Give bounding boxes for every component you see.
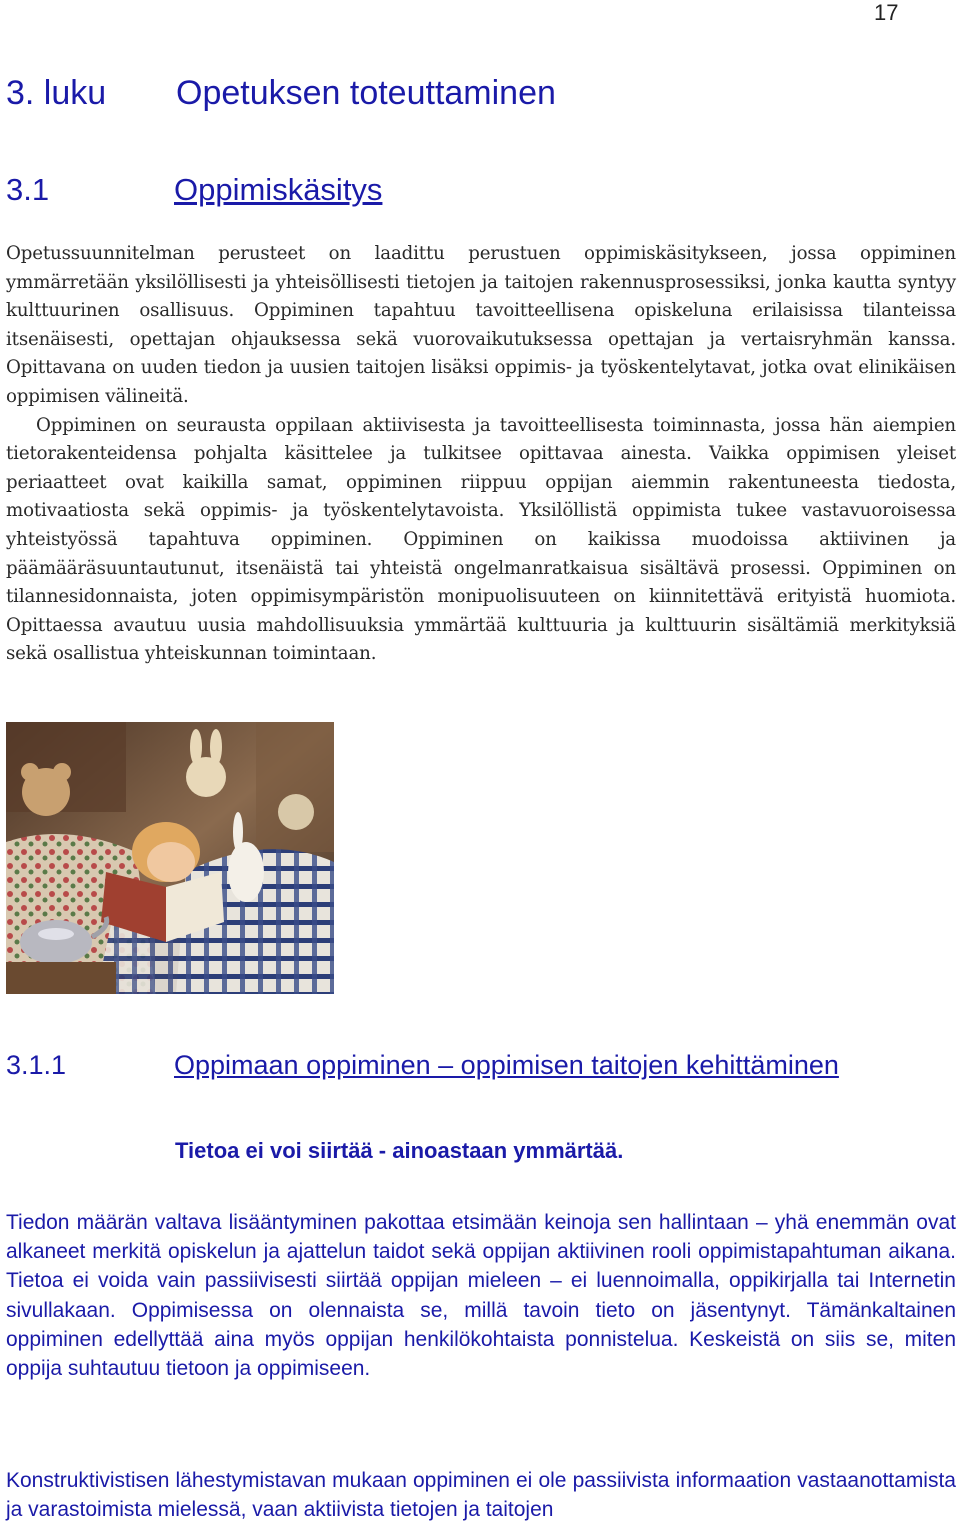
paragraph-4: Konstruktivistisen lähestymistavan mukaan oppiminen ei ole passiivista informaation vastaanottamista ja varastoimista mielessä, vaan aktiivista tietojen ja taitojen (6, 1469, 956, 1522)
paragraph-2: Oppiminen on seurausta oppilaan aktiivisesta ja tavoitteellisesta toiminnasta, jossa hän aiempien tietorakenteidensa pohjalta käsittelee ja tulkitsee opittavaa ainesta. Vaikka oppimisen yleiset periaatteet ovat kaikilla samat, oppiminen riippuu oppijan aiemmin rakentuneesta tiedosta, motivaatiosta sekä oppimis- ja työskentelytavoista. Yksilöllistä oppimista tukee vastavuoroisessa yhteistyössä tapahtuva oppiminen. Oppiminen on kaikissa muodoissa aktiivinen ja päämääräsuuntautunut, itsenäistä tai yhteistä ongelmanratkaisua sisältävä prosessi. Oppiminen on tilannesidonnaista, joten oppimisympäristön monipuolisuuteen on kiinnitettävä erityistä huomiota. Opittaessa avautuu uusia mahdollisuuksia ymmärtää kulttuuria ja kulttuurin sisältämiä merkityksiä sekä osallistua yhteiskunnan toimintaan. (6, 414, 956, 665)
paragraph-1 (6, 240, 956, 412)
child-reading-illustration (6, 722, 334, 994)
page-number: 17 (874, 0, 899, 25)
section-title-link[interactable]: Oppimiskäsitys (174, 172, 383, 207)
paragraph-1-part-2: Oppiminen tapahtuu tavoitteellisena opiskeluna erilaisissa tilanteissa itsenäisesti, opettajan ohjauksessa sekä vuorovaikutuksessa opettajan ja vertaisryhmän kanssa. Opittavana on uuden tiedon ja uusien taitojen lisäksi oppimis- ja työskentelytavat, jotka ovat elinikäisen oppimisen välineitä. (6, 300, 956, 407)
subsection-title-link[interactable]: Oppimaan oppiminen – oppimisen taitojen kehittäminen (174, 1050, 839, 1080)
body-text-serif (6, 240, 956, 669)
paragraph-1-part-1: Opetussuunnitelman perusteet on laadittu perustuen oppimiskäsitykseen, jossa oppiminen ymmärretään yksilöllisesti ja yhteisöllisesti tietojen ja taitojen rakennusprosessiksi, jonka kautta syntyy kulttuurinen osallisuus. (6, 243, 956, 322)
section-number: 3.1 (6, 172, 50, 207)
subtitle: Tietoa ei voi siirtää - ainoastaan ymmärtää. (175, 1138, 624, 1163)
chapter-heading (6, 74, 556, 113)
chapter-number: 3. luku (6, 74, 107, 112)
illustration-image (6, 722, 334, 994)
paragraph-3: Tiedon määrän valtava lisääntyminen pakottaa etsimään keinoja sen hallintaan – yhä enemmän ovat alkaneet merkitä opiskelun ja ajattelun taidot sekä oppijan aktiivinen rooli oppimistapahtuman aikana. Tietoa ei voida vain passiivisesti siirtää oppijan mieleen – ei luennoimalla, oppikirjalla tai Internetin sivullakaan. Oppimisessa on olennaista se, millä tavoin tieto on jäsentynyt. Tämänkaltainen oppiminen edellyttää aina myös oppijan henkilökohtaista ponnistelua. Keskeistä on siis se, miten oppija suhtautuu tietoon ja oppimiseen. (6, 1211, 956, 1381)
section-heading (6, 172, 382, 208)
subsection-number: 3.1.1 (6, 1050, 67, 1080)
subsection-heading (6, 1050, 839, 1081)
chapter-title: Opetuksen toteuttaminen (176, 74, 556, 112)
